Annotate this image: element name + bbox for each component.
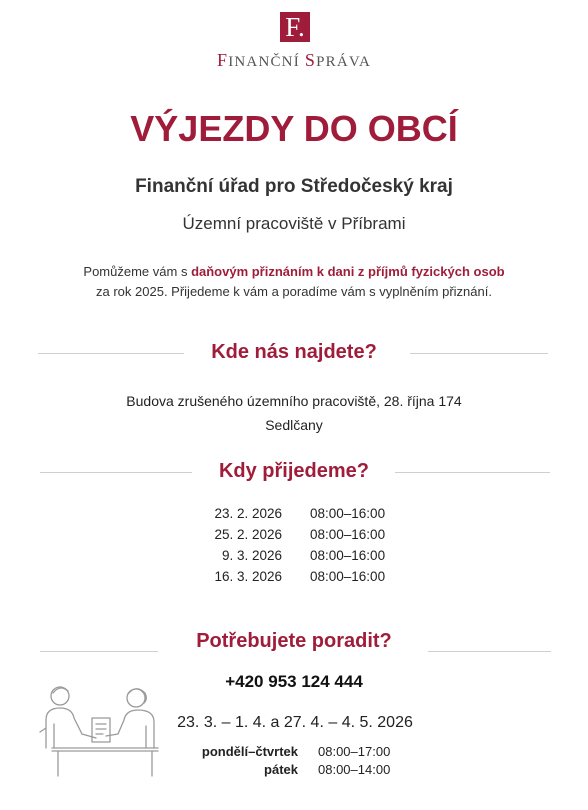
hours-days: pátek	[264, 762, 298, 777]
intro-highlight: daňovým přiznáním k dani z příjmů fyzických osob	[191, 264, 505, 279]
branch-name: Územní pracoviště v Příbrami	[182, 214, 406, 233]
logo-mark: F.	[280, 12, 310, 42]
brand-initial-2: S	[304, 50, 317, 70]
hours-time: 08:00–17:00	[318, 744, 391, 759]
visit-time: 08:00–16:00	[310, 506, 386, 521]
brand-word-1-rest: INANČNÍ	[228, 54, 305, 70]
office-name: Finanční úřad pro Středočeský kraj	[135, 176, 453, 197]
advice-heading: Potřebujete poradit?	[196, 630, 392, 652]
phone-number: +420 953 124 444	[225, 672, 363, 691]
consultation-period: 23. 3. – 1. 4. a 27. 4. – 4. 5. 2026	[177, 714, 413, 731]
page-title: VÝJEZDY DO OBCÍ	[130, 108, 458, 149]
visit-date: 23. 2. 2026	[214, 506, 282, 521]
hours-days: pondělí–čtvrtek	[201, 744, 298, 759]
brand-initial-1: F	[216, 50, 229, 70]
visit-date: 9. 3. 2026	[221, 548, 282, 563]
intro-text	[0, 262, 588, 302]
address-line-1: Budova zrušeného územního pracoviště, 28. října 174	[126, 393, 462, 409]
brand-name	[0, 50, 588, 71]
where-heading: Kde nás najdete?	[211, 341, 377, 363]
visit-time: 08:00–16:00	[310, 527, 386, 542]
intro-line2: za rok 2025. Přijedeme k vám a poradíme vám s vyplněním přiznání.	[96, 284, 492, 299]
when-heading: Kdy přijedeme?	[218, 460, 370, 482]
brand-word-2-rest: PRÁVA	[316, 54, 372, 70]
address-line-2: Sedlčany	[265, 417, 323, 433]
visit-date: 25. 2. 2026	[214, 527, 282, 542]
visit-time: 08:00–16:00	[310, 548, 386, 563]
intro-before: Pomůžeme vám s	[83, 264, 192, 279]
hours-time: 08:00–14:00	[318, 762, 391, 777]
visit-time: 08:00–16:00	[310, 569, 386, 584]
consultation-icon	[36, 680, 168, 780]
visit-date: 16. 3. 2026	[214, 569, 282, 584]
